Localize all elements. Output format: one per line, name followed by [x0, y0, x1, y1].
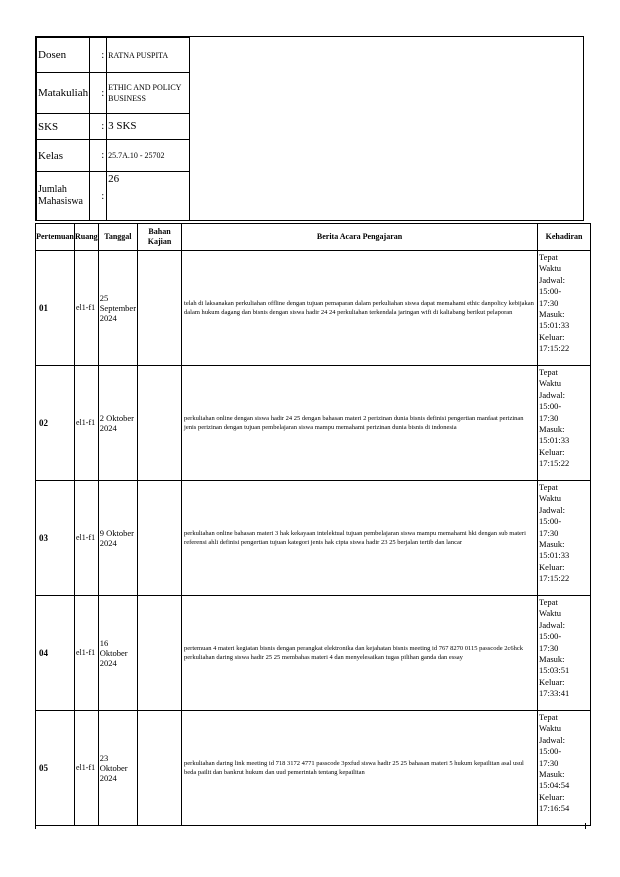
cell-berita: perkuliahan online dengan siswa hadir 24 25 dengan bahasan materi 2 perizinan dunia bisnis definisi pengertian manfaat perizinan jenis perizinan dengan tujuan pembelajaran siswa mampu memahami perizinan dunia bisnis di indonesia — [182, 366, 538, 481]
kehadiran-line: Tepat — [539, 597, 558, 607]
header-berita: Berita Acara Pengajaran — [182, 224, 538, 251]
kehadiran-line: Tepat — [539, 252, 558, 262]
kehadiran-line: Keluar: — [539, 791, 565, 802]
kelas-colon: : — [90, 140, 107, 172]
sks-label: SKS — [37, 114, 90, 140]
kehadiran-line: Masuk: — [539, 424, 565, 435]
kehadiran-line: 17:33:41 — [539, 688, 570, 699]
kehadiran-line: 17:30 — [539, 757, 559, 768]
cell-kehadiran — [538, 481, 591, 596]
kehadiran-line: Keluar: — [539, 446, 565, 457]
kehadiran-line: 17:15:22 — [539, 573, 570, 584]
jumlah-colon: : — [90, 172, 107, 221]
kehadiran-line: Keluar: — [539, 331, 565, 342]
kehadiran-line: 15:00- — [539, 746, 562, 757]
kehadiran-line: Waktu — [539, 263, 562, 274]
cell-bahan — [138, 596, 182, 711]
cell-kehadiran — [538, 366, 591, 481]
attendance-table — [35, 223, 591, 826]
header-tanggal: Tanggal — [98, 224, 137, 251]
cell-kehadiran — [538, 711, 591, 826]
kehadiran-line: Masuk: — [539, 769, 565, 780]
kehadiran-line: Keluar: — [539, 676, 565, 687]
table-continuation-edge — [35, 823, 586, 829]
cell-bahan — [138, 711, 182, 826]
sks-value: 3 SKS — [107, 114, 190, 140]
kehadiran-line: Jadwal: — [539, 389, 566, 400]
cell-berita: perkuliahan daring link meeting id 718 3172 4771 passcode 3pxfud siswa hadir 25 25 bahasan materi 5 hukum kepailitan asal usul beda pailit dan bankrut hukum dan uud pemerintah tentang kepailitan — [182, 711, 538, 826]
kehadiran-line: Masuk: — [539, 654, 565, 665]
header-pertemuan: Pertemuan — [36, 224, 75, 251]
header-bahan: Bahan Kajian — [138, 224, 182, 251]
course-info-table — [36, 37, 190, 221]
cell-pertemuan: 01 — [36, 251, 75, 366]
kehadiran-line: 17:30 — [539, 412, 559, 423]
kehadiran-line: 15:01:33 — [539, 435, 570, 446]
cell-tanggal: 2 Oktober 2024 — [98, 366, 137, 481]
cell-tanggal: 16 Oktober 2024 — [98, 596, 137, 711]
kehadiran-line: 15:01:33 — [539, 320, 570, 331]
cell-berita: telah di laksanakan perkuliahan offline dengan tujuan pemaparan dalam perkuliahan siswa dapat memahami ethic danpolicy kebijakan dalam hukum dagang dan bisnis dengan siswa hadir 24 24 perkuliahan terkendala jaringan wifi di kaliabang berikut pelaporan — [182, 251, 538, 366]
cell-tanggal: 25 September 2024 — [98, 251, 137, 366]
cell-pertemuan: 03 — [36, 481, 75, 596]
cell-pertemuan: 04 — [36, 596, 75, 711]
kehadiran-line: Tepat — [539, 482, 558, 492]
dosen-colon: : — [90, 38, 107, 73]
table-row — [36, 366, 591, 481]
cell-pertemuan: 02 — [36, 366, 75, 481]
kehadiran-line: Waktu — [539, 608, 562, 619]
kehadiran-line: 17:30 — [539, 297, 559, 308]
cell-ruang: el1-f1 — [75, 711, 99, 826]
cell-bahan — [138, 481, 182, 596]
kehadiran-line: Waktu — [539, 493, 562, 504]
kehadiran-line: Tepat — [539, 712, 558, 722]
kehadiran-line: 15:04:54 — [539, 780, 570, 791]
jumlah-label: Jumlah Mahasiswa — [37, 172, 90, 221]
kehadiran-line: Jadwal: — [539, 734, 566, 745]
kelas-value: 25.7A.10 - 25702 — [107, 140, 190, 172]
kehadiran-line: 17:30 — [539, 642, 559, 653]
cell-kehadiran — [538, 596, 591, 711]
kehadiran-line: Jadwal: — [539, 274, 566, 285]
kehadiran-line: Keluar: — [539, 561, 565, 572]
cell-tanggal: 23 Oktober 2024 — [98, 711, 137, 826]
kehadiran-line: 17:15:22 — [539, 458, 570, 469]
kehadiran-line: Tepat — [539, 367, 558, 377]
header-kehadiran: Kehadiran — [538, 224, 591, 251]
cell-kehadiran — [538, 251, 591, 366]
dosen-label: Dosen — [37, 38, 90, 73]
kehadiran-line: Masuk: — [539, 539, 565, 550]
kehadiran-line: 17:15:22 — [539, 343, 570, 354]
table-header-row — [36, 224, 591, 251]
kehadiran-line: 15:01:33 — [539, 550, 570, 561]
dosen-value: RATNA PUSPITA — [107, 38, 190, 73]
cell-pertemuan: 05 — [36, 711, 75, 826]
kehadiran-line: 15:00- — [539, 401, 562, 412]
cell-ruang: el1-f1 — [75, 366, 99, 481]
course-info-box — [35, 36, 584, 221]
cell-berita: perkuliahan online bahasan materi 3 hak kekayaan intelektual tujuan pembelajaran siswa mampu memahami hki dengan sub materi referensi ahli definisi pengertian tujuan kategori jenis hak cipta siswa hadir 23 25 berjalan tertib dan lancar — [182, 481, 538, 596]
table-row — [36, 251, 591, 366]
cell-tanggal: 9 Oktober 2024 — [98, 481, 137, 596]
header-ruang: Ruang — [75, 224, 99, 251]
cell-berita: pertemuan 4 materi kegiatan bisnis dengan perangkat elektronika dan kejahatan bisnis meeting id 767 8270 0115 passcode 2c6hck perkuliahan daring siswa hadir 25 25 membahas materi 4 dan menyelesaikan tugas pilihan ganda dan essay — [182, 596, 538, 711]
matakuliah-value: ETHIC AND POLICY BUSINESS — [107, 73, 190, 114]
kehadiran-line: Masuk: — [539, 309, 565, 320]
kehadiran-line: 15:00- — [539, 631, 562, 642]
cell-bahan — [138, 251, 182, 366]
kehadiran-line: 15:00- — [539, 286, 562, 297]
table-row — [36, 481, 591, 596]
kehadiran-line: Jadwal: — [539, 619, 566, 630]
kehadiran-line: Waktu — [539, 723, 562, 734]
cell-ruang: el1-f1 — [75, 251, 99, 366]
table-row — [36, 596, 591, 711]
matakuliah-label: Matakuliah — [37, 73, 90, 114]
table-row — [36, 711, 591, 826]
kelas-label: Kelas — [37, 140, 90, 172]
kehadiran-line: 15:03:51 — [539, 665, 570, 676]
cell-ruang: el1-f1 — [75, 481, 99, 596]
kehadiran-line: 17:16:54 — [539, 803, 570, 814]
jumlah-value: 26 — [107, 172, 190, 221]
sks-colon: : — [90, 114, 107, 140]
cell-ruang: el1-f1 — [75, 596, 99, 711]
kehadiran-line: Waktu — [539, 378, 562, 389]
cell-bahan — [138, 366, 182, 481]
kehadiran-line: 17:30 — [539, 527, 559, 538]
kehadiran-line: Jadwal: — [539, 504, 566, 515]
kehadiran-line: 15:00- — [539, 516, 562, 527]
matakuliah-colon: : — [90, 73, 107, 114]
